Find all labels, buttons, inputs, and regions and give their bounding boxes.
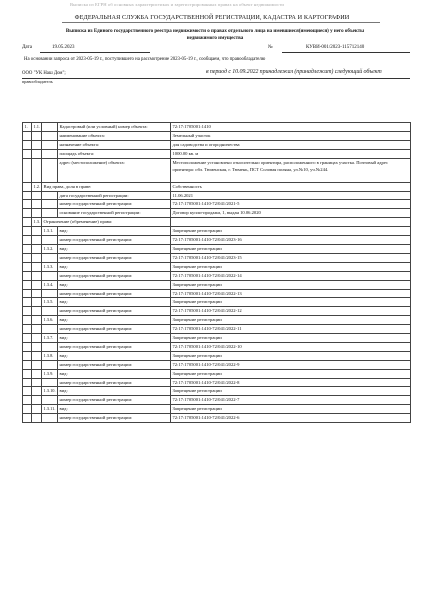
row-item-number: [32, 289, 42, 298]
row-item-number: [32, 227, 42, 236]
row-subitem-number: [42, 131, 58, 140]
row-section-number: [23, 218, 32, 227]
table-row: [23, 280, 411, 289]
row-item-number: [32, 253, 42, 262]
row-value: Запрещение регистрации: [171, 316, 411, 325]
row-item-number: [32, 280, 42, 289]
row-value: 11.06.2021: [171, 191, 411, 200]
table-row: [23, 414, 411, 423]
row-label: номер государственной регистрации:: [58, 378, 171, 387]
row-item-number: [32, 200, 42, 209]
row-item-number: [32, 262, 42, 271]
row-item-number: [32, 378, 42, 387]
table-row: [23, 200, 411, 209]
row-label: вид:: [58, 298, 171, 307]
row-value: 72:17:1705001:1410-72/041/2022-7: [171, 396, 411, 405]
row-value: 72:17:1705001:1410-72/041/2023-15: [171, 253, 411, 262]
row-section-number: [23, 289, 32, 298]
row-subitem-number: [42, 191, 58, 200]
row-item-number: [32, 334, 42, 343]
row-subitem-number: [42, 414, 58, 423]
table-row: [23, 131, 411, 140]
row-section-number: [23, 360, 32, 369]
table-row: [23, 387, 411, 396]
number-label: №: [268, 45, 273, 50]
row-value: для садоводства и огородничества: [171, 140, 411, 149]
row-label: номер государственной регистрации:: [58, 271, 171, 280]
row-section-number: [23, 369, 32, 378]
row-section-number: [23, 236, 32, 245]
row-section-number: [23, 158, 32, 182]
row-section-number: [23, 325, 32, 334]
row-item-number: [32, 209, 42, 218]
row-subitem-number: [42, 253, 58, 262]
table-row: [23, 405, 411, 414]
row-item-number: [32, 131, 42, 140]
row-value: 72:17:1705001:1410-72/041/2023-16: [171, 236, 411, 245]
table-row: [23, 218, 411, 227]
row-section-number: [23, 307, 32, 316]
row-value: Собственность: [171, 182, 411, 191]
row-label: вид:: [58, 316, 171, 325]
table-row: [23, 149, 411, 158]
holder-subtitle: правообладатель: [22, 79, 53, 84]
table-row: [23, 271, 411, 280]
row-value: Земельный участок: [171, 131, 411, 140]
title-line-1: Выписка из Единого государственного реестра недвижимости о правах отдельного лица на имевшиеся(имеющиеся) у него объекты: [65, 29, 365, 34]
table-row: [23, 227, 411, 236]
row-value: Запрещение регистрации: [171, 387, 411, 396]
row-value: 72:17:1705001:1410-72/041/2022-8: [171, 378, 411, 387]
row-subitem-number: [42, 140, 58, 149]
table-row: [23, 342, 411, 351]
row-section-number: [23, 209, 32, 218]
document-title: [30, 28, 400, 42]
row-subitem-number: 1.3.1.: [42, 227, 58, 236]
row-value: 72:17:1705001:1410-72/041/2022-9: [171, 360, 411, 369]
row-value: Запрещение регистрации: [171, 405, 411, 414]
row-value: Запрещение регистрации: [171, 280, 411, 289]
row-subitem-number: [42, 158, 58, 182]
row-value: 72:17:1705001:1410: [171, 123, 411, 132]
row-subitem-number: 1.3.9.: [42, 369, 58, 378]
row-section-number: [23, 191, 32, 200]
row-label: номер государственной регистрации:: [58, 325, 171, 334]
row-subitem-number: [42, 378, 58, 387]
holder-name: ООО "УК Наш Дом";: [22, 71, 66, 76]
row-label: вид:: [58, 227, 171, 236]
date-value: 19.05.2023: [52, 45, 75, 50]
table-row: [23, 369, 411, 378]
row-label: вид:: [58, 334, 171, 343]
row-value: 72:17:1705001:1410-72/041/2022-12: [171, 307, 411, 316]
row-value: Запрещение регистрации: [171, 351, 411, 360]
request-text: На основании запроса от 2023-05-19 г., поступившего на рассмотрение 2023-05-19 г., сообщаем, что правообладателю: [24, 57, 266, 62]
date-label: Дата: [22, 45, 32, 50]
row-section-number: [23, 227, 32, 236]
table-row: [23, 316, 411, 325]
table-row: [23, 325, 411, 334]
row-item-number: [32, 414, 42, 423]
table-row: [23, 236, 411, 245]
row-subitem-number: [42, 236, 58, 245]
row-label: номер государственной регистрации:: [58, 200, 171, 209]
row-label: номер государственной регистрации:: [58, 307, 171, 316]
row-label: номер государственной регистрации:: [58, 396, 171, 405]
row-subitem-number: 1.3.3.: [42, 262, 58, 271]
row-label: адрес (местоположение) объекта:: [58, 158, 171, 182]
row-label: вид:: [58, 405, 171, 414]
row-subitem-number: [42, 123, 58, 132]
row-subitem-number: 1.3.7.: [42, 334, 58, 343]
row-label: вид:: [58, 369, 171, 378]
row-label: Ограничение (обременение) права:: [42, 218, 171, 227]
table-row: [23, 140, 411, 149]
row-subitem-number: [42, 396, 58, 405]
agency-name: ФЕДЕРАЛЬНАЯ СЛУЖБА ГОСУДАРСТВЕННОЙ РЕГИСТРАЦИИ, КАДАСТРА И КАРТОГРАФИИ: [74, 14, 350, 21]
row-item-number: [32, 387, 42, 396]
row-item-number: [32, 342, 42, 351]
row-item-number: [32, 396, 42, 405]
table-row: [23, 378, 411, 387]
row-section-number: [23, 140, 32, 149]
row-section-number: [23, 244, 32, 253]
row-label: номер государственной регистрации:: [58, 414, 171, 423]
row-item-number: [32, 325, 42, 334]
registry-table: [22, 122, 411, 423]
row-section-number: 1.: [23, 123, 32, 132]
row-value: Запрещение регистрации: [171, 262, 411, 271]
row-section-number: [23, 414, 32, 423]
row-value: Запрещение регистрации: [171, 227, 411, 236]
row-section-number: [23, 405, 32, 414]
number-value: КУВИ-001/2023-115712140: [306, 45, 365, 50]
row-section-number: [23, 378, 32, 387]
row-section-number: [23, 271, 32, 280]
table-row: [23, 289, 411, 298]
table-row: [23, 191, 411, 200]
row-item-number: [32, 351, 42, 360]
row-label: номер государственной регистрации:: [58, 236, 171, 245]
row-item-number: [32, 405, 42, 414]
row-label: номер государственной регистрации:: [58, 253, 171, 262]
row-subitem-number: [42, 289, 58, 298]
row-item-number: 1.3.: [32, 218, 42, 227]
table-row: [23, 307, 411, 316]
row-section-number: [23, 182, 32, 191]
holder-underline: [22, 78, 410, 79]
table-row: [23, 209, 411, 218]
row-item-number: [32, 140, 42, 149]
row-subitem-number: 1.3.2.: [42, 244, 58, 253]
row-subitem-number: [42, 271, 58, 280]
table-row: [23, 244, 411, 253]
row-subitem-number: 1.3.11.: [42, 405, 58, 414]
row-value: 72:17:1705001:1410-72/041/2022-11: [171, 325, 411, 334]
row-value: 72:17:1705001:1410-72/041/2022-10: [171, 342, 411, 351]
row-section-number: [23, 149, 32, 158]
number-underline: [282, 52, 410, 53]
row-label: назначение объекта:: [58, 140, 171, 149]
handwritten-note: в период с 10.09.2022 принадлежал (принадлежит) следующий объект: [206, 69, 382, 75]
row-value: 72:17:1705001:1410-72/041/2022-14: [171, 271, 411, 280]
table-row: [23, 123, 411, 132]
row-value: Запрещение регистрации: [171, 334, 411, 343]
row-item-number: [32, 244, 42, 253]
row-value: 72:17:1705001:1410-72/041/2021-5: [171, 200, 411, 209]
row-subitem-number: 1.3.6.: [42, 316, 58, 325]
row-label: Кадастровый (или условный) номер объекта:: [58, 123, 171, 132]
row-section-number: [23, 396, 32, 405]
row-item-number: 1.2.: [32, 182, 42, 191]
row-label: дата государственной регистрации:: [58, 191, 171, 200]
top-strip: Выписка из ЕГРН об основных характеристиках и зарегистрированных правах на объект недвижимости: [70, 2, 284, 7]
row-value: Запрещение регистрации: [171, 369, 411, 378]
row-section-number: [23, 342, 32, 351]
row-section-number: [23, 387, 32, 396]
row-section-number: [23, 131, 32, 140]
table-row: [23, 334, 411, 343]
row-subitem-number: 1.3.10.: [42, 387, 58, 396]
agency-underline: [62, 22, 380, 23]
row-section-number: [23, 316, 32, 325]
row-item-number: [32, 369, 42, 378]
table-row: [23, 182, 411, 191]
row-subitem-number: 1.3.5.: [42, 298, 58, 307]
row-subitem-number: [42, 200, 58, 209]
table-row: [23, 360, 411, 369]
table-row: [23, 262, 411, 271]
row-section-number: [23, 253, 32, 262]
row-value: Запрещение регистрации: [171, 298, 411, 307]
row-subitem-number: 1.3.4.: [42, 280, 58, 289]
row-section-number: [23, 334, 32, 343]
row-label: номер государственной регистрации:: [58, 342, 171, 351]
row-label: вид:: [58, 280, 171, 289]
row-subitem-number: [42, 209, 58, 218]
row-value: [171, 218, 411, 227]
title-line-2: недвижимого имущества: [186, 36, 244, 41]
row-label: вид:: [58, 262, 171, 271]
row-label: номер государственной регистрации:: [58, 289, 171, 298]
table-row: [23, 253, 411, 262]
row-label: площадь объекта:: [58, 149, 171, 158]
row-label: наименование объекта:: [58, 131, 171, 140]
row-subitem-number: [42, 360, 58, 369]
row-item-number: [32, 158, 42, 182]
row-subitem-number: [42, 307, 58, 316]
row-label: вид:: [58, 387, 171, 396]
row-item-number: [32, 236, 42, 245]
row-value: 1000.00 кв. м: [171, 149, 411, 158]
row-label: номер государственной регистрации:: [58, 360, 171, 369]
row-item-number: [32, 298, 42, 307]
row-label: основание государственной регистрации:: [58, 209, 171, 218]
row-subitem-number: [42, 325, 58, 334]
row-section-number: [23, 298, 32, 307]
row-section-number: [23, 262, 32, 271]
date-underline: [40, 52, 150, 53]
row-label: Вид права, доля в праве:: [42, 182, 171, 191]
row-subitem-number: [42, 342, 58, 351]
table-row: [23, 351, 411, 360]
row-item-number: [32, 271, 42, 280]
row-value: Запрещение регистрации: [171, 244, 411, 253]
table-row: [23, 396, 411, 405]
row-label: вид:: [58, 351, 171, 360]
row-item-number: [32, 307, 42, 316]
row-item-number: 1.1.: [32, 123, 42, 132]
row-value: 72:17:1705001:1410-72/041/2022-6: [171, 414, 411, 423]
row-section-number: [23, 351, 32, 360]
row-value: 72:17:1705001:1410-72/041/2022-13: [171, 289, 411, 298]
row-section-number: [23, 200, 32, 209]
row-label: вид:: [58, 244, 171, 253]
row-value: Местоположение установлено относительно ориентира, расположенного в границах участка. Почтовый адрес ориентира: обл. Тюменская, г. Тюмень, ПСТ Соловая поляна, ул.№10, уч.№244.: [171, 158, 411, 182]
row-item-number: [32, 316, 42, 325]
row-value: Договор купли-продажи, 1, выдан 10.06.2020: [171, 209, 411, 218]
table-row: [23, 158, 411, 182]
row-item-number: [32, 149, 42, 158]
table-row: [23, 298, 411, 307]
row-subitem-number: 1.3.8.: [42, 351, 58, 360]
row-subitem-number: [42, 149, 58, 158]
row-item-number: [32, 191, 42, 200]
row-section-number: [23, 280, 32, 289]
row-item-number: [32, 360, 42, 369]
